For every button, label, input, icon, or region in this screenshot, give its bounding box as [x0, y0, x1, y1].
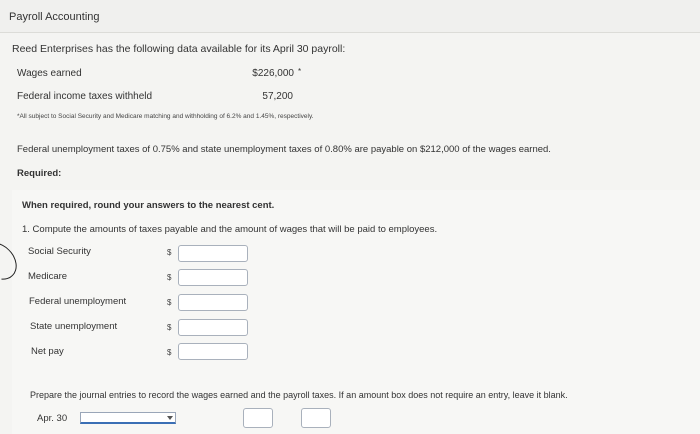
- question-1: 1. Compute the amounts of taxes payable and the amount of wages that will be paid to employees.: [22, 224, 438, 235]
- chevron-down-icon: [167, 416, 173, 420]
- social-security-input[interactable]: [178, 245, 248, 262]
- medicare-input[interactable]: [178, 269, 248, 286]
- social-security-label: Social Security: [28, 246, 91, 257]
- medicare-currency: $: [167, 273, 172, 282]
- federal-unemployment-label: Federal unemployment: [29, 296, 127, 307]
- page-title: Payroll Accounting: [9, 11, 100, 23]
- footnote: *All subject to Social Security and Medicare matching and withholding of 6.2% and 1.45%, respectively.: [17, 113, 314, 120]
- net-pay-input[interactable]: [178, 343, 248, 360]
- credit-input[interactable]: [301, 408, 331, 428]
- federal-unemployment-input[interactable]: [178, 294, 248, 311]
- problem-intro: Reed Enterprises has the following data available for its April 30 payroll:: [12, 43, 346, 55]
- journal-instruction: Prepare the journal entries to record the wages earned and the payroll taxes. If an amount box does not require an entry, leave it blank.: [30, 390, 568, 400]
- journal-date-label: Apr. 30: [37, 413, 68, 424]
- net-pay-label: Net pay: [31, 346, 64, 357]
- federal-income-tax-value: 57,200: [262, 91, 293, 102]
- state-unemployment-input[interactable]: [178, 319, 248, 336]
- wages-earned-label: Wages earned: [17, 68, 82, 79]
- debit-input[interactable]: [243, 408, 273, 428]
- net-pay-currency: $: [167, 348, 172, 357]
- federal-income-tax-label: Federal income taxes withheld: [17, 91, 153, 102]
- required-label: Required:: [17, 168, 62, 179]
- unemployment-text: Federal unemployment taxes of 0.75% and state unemployment taxes of 0.80% are payable on $212,000 of the wages earned.: [17, 144, 551, 155]
- state-unemployment-currency: $: [167, 323, 172, 332]
- wages-earned-value: $226,000: [252, 68, 294, 79]
- header-bar: [0, 0, 700, 33]
- medicare-label: Medicare: [28, 271, 68, 282]
- state-unemployment-label: State unemployment: [30, 321, 118, 332]
- social-security-currency: $: [167, 248, 172, 257]
- account-select[interactable]: [80, 412, 176, 424]
- wages-earned-marker: *: [298, 67, 302, 76]
- rounding-instruction: When required, round your answers to the nearest cent.: [22, 200, 275, 211]
- federal-unemployment-currency: $: [167, 298, 172, 307]
